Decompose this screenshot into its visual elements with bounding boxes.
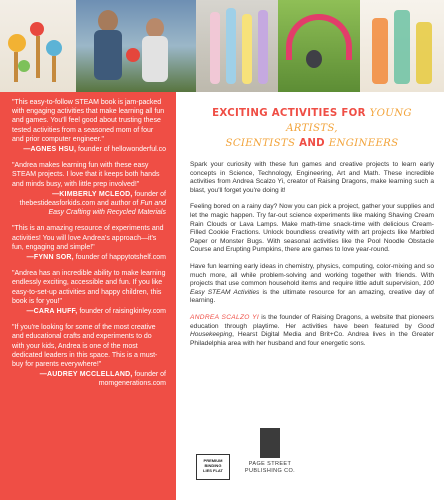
quote-role: founder of thebestideasforkids.com and author of	[19, 190, 166, 208]
paragraph-author-bio	[190, 314, 434, 348]
quote-4	[12, 269, 166, 316]
quote-author: —KIMBERLY MCLEOD,	[52, 190, 133, 198]
publisher-line: PAGE STREET	[248, 461, 292, 467]
publisher-logo	[240, 428, 300, 484]
quote-role: founder of happytotshelf.com	[75, 254, 166, 262]
testimonials-column	[0, 92, 176, 500]
photo-strip	[0, 0, 444, 92]
publisher-line: PUBLISHING CO.	[244, 468, 296, 474]
quote-attribution	[12, 370, 166, 388]
paragraph-text: is the ultimate resource for an amazing, creative day of learning.	[190, 288, 434, 305]
publisher-mark-icon	[260, 428, 280, 458]
headline-part: EXCITING ACTIVITIES FOR	[212, 108, 366, 119]
quote-attribution	[12, 253, 166, 262]
paragraph-intro: Spark your curiosity with these fun games and creative projects to learn early concepts in Science, Technology, Engineering, Art and Math. These incredible activities from Andrea Scalzo Yi, creator of Raising Dragons, make learning such a blast, you'll forget you're doing it!	[190, 161, 434, 194]
publication-title: Good Housekeeping	[190, 322, 434, 339]
badge-subtitle: LIES FLAT	[203, 468, 223, 473]
author-name: ANDREA SCALZO YI	[190, 313, 259, 321]
quote-text: "Andrea makes learning fun with these easy STEAM projects. I love that it keeps both hands and minds busy, with little prep involved!"	[12, 162, 160, 188]
paragraph-learning	[190, 263, 434, 306]
photo-lava-lamps	[360, 0, 444, 92]
badge-title: PREMIUM BINDING	[203, 458, 223, 468]
quote-text: "If you're looking for some of the most creative and educational crafts and experiments to do with your kids, Andrea is one of the most dedicated leaders in this space. This is a must-buy for parents everywhere!"	[12, 324, 158, 369]
headline-part: YOUNG ARTISTS,	[286, 108, 412, 134]
quote-text: "This is an amazing resource of experiments and activities! You will love Andrea's approach—it's fun, engaging and simple!"	[12, 225, 164, 251]
quote-role-book: Fun and Easy Crafting with Recycled Materials	[48, 200, 166, 217]
quote-1	[12, 98, 166, 154]
quote-text: "This easy-to-follow STEAM book is jam-packed with engaging activities that make learning all fun and games. You'll feel good about trusting these tested activities from a seasoned mom of four and prior computer engineer."	[12, 99, 165, 143]
paragraph-text: Have fun learning early ideas in chemistry, physics, computing, color-mixing and so much more, all while problem-solving and working together with friends. With projects that use common household items and require little adult supervision,	[190, 262, 434, 288]
quote-author: —CARA HUFF,	[26, 308, 78, 316]
quote-attribution	[12, 145, 166, 154]
paragraph-activities: Feeling bored on a rainy day? Now you can pick a project, gather your supplies and let the magic happen. Try far-out science experiments like making Shaving Cream Rain Clouds or Lava Lamps. Make math-time snack-time with delicious Cream-Filled Cookie Fractions. Unlock boundless creativity with art projects like Marbled Paper or Monster Bugs. With seasonal activities like the Pool Noodle Obstacle Course and Erupting Pumpkins, there are games to love year-round.	[190, 203, 434, 254]
photo-tubes	[196, 0, 278, 92]
quote-5	[12, 323, 166, 388]
premium-binding-badge	[196, 454, 230, 480]
headline	[190, 106, 434, 151]
publisher-logos	[196, 428, 306, 484]
quote-role: founder of momgenerations.com	[98, 371, 166, 388]
photo-pool-noodle	[278, 0, 360, 92]
quote-author: —FYNN SOR,	[26, 254, 74, 262]
quote-role: founder of hellowonderful.co	[78, 146, 166, 154]
publisher-name	[240, 461, 300, 475]
quote-attribution	[12, 190, 166, 218]
quote-2	[12, 161, 166, 217]
book-title: 100 Easy STEAM Activities	[190, 280, 434, 296]
quote-attribution	[12, 307, 166, 316]
quote-text: "Andrea has an incredible ability to make learning endlessly exciting, accessible and fun. If you like easy-to-set-up activities and happy children, this book is for you!"	[12, 270, 166, 305]
photo-kids-outdoors	[76, 0, 196, 92]
quote-role: founder of raisingkinley.com	[79, 308, 166, 316]
paragraph-text: , Hearst Digital Media and Brit+Co. Andrea lives in the Greater Philadelphia area with her husband and four energetic sons.	[190, 331, 434, 347]
quote-author: —AGNES HSU,	[23, 146, 77, 154]
quote-author: —AUDREY MCCLELLAND,	[39, 371, 133, 379]
headline-part: AND	[299, 138, 325, 149]
photo-craft-figures	[0, 0, 76, 92]
headline-part: SCIENTISTS	[225, 138, 296, 149]
headline-part: ENGINEERS	[328, 138, 399, 149]
quote-3	[12, 224, 166, 262]
paragraph-text: is the founder of Raising Dragons, a website that pioneers education through playtime. Her activities have been featured by	[190, 313, 434, 330]
